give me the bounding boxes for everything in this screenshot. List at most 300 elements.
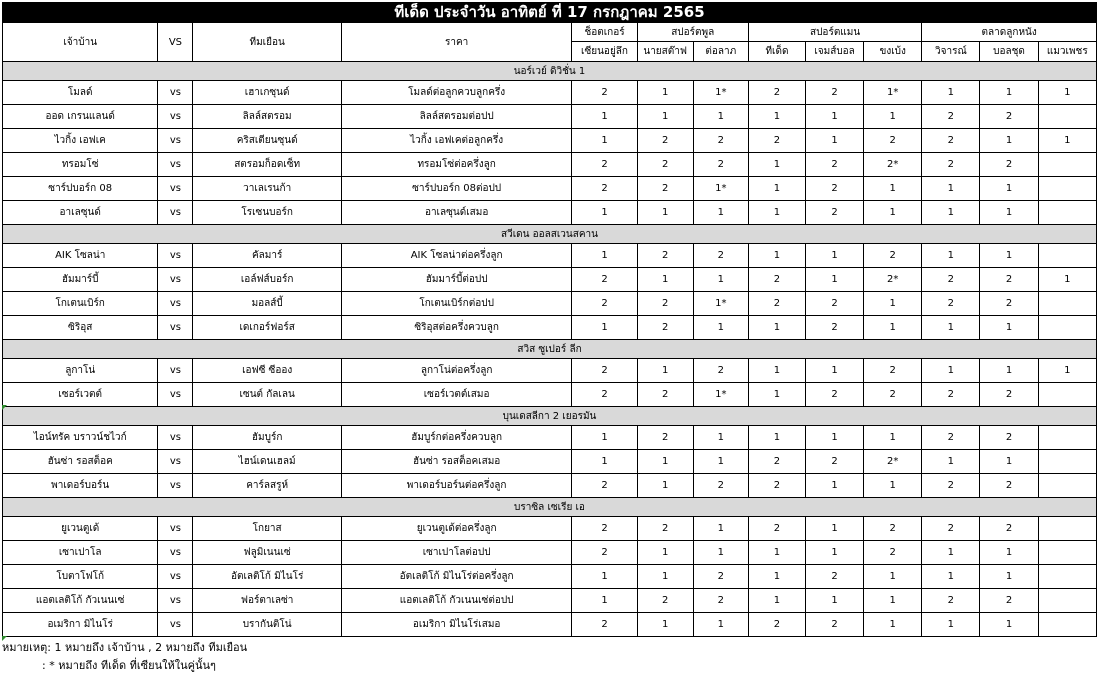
pick-cell: 1* — [693, 383, 748, 407]
pick-cell: 2 — [806, 316, 864, 340]
pick-cell: 2 — [572, 268, 637, 292]
cell-comment-marker — [2, 405, 7, 410]
vs-label: vs — [158, 517, 193, 541]
price-line: เซาเปาโลต่อปป — [341, 541, 572, 565]
pick-cell — [1038, 565, 1096, 589]
league-row — [3, 62, 1097, 81]
pick-cell: 2 — [748, 292, 805, 316]
pick-cell: 2 — [864, 517, 922, 541]
pick-cell: 1 — [980, 81, 1038, 105]
home-team: ออด เกรนแลนด์ — [3, 105, 158, 129]
league-row — [3, 498, 1097, 517]
pick-cell: 1 — [806, 359, 864, 383]
match-row — [3, 565, 1097, 589]
pick-cell: 2 — [637, 244, 693, 268]
pick-cell: 1* — [693, 177, 748, 201]
home-team: เซาเปาโล — [3, 541, 158, 565]
pick-cell: 2 — [864, 541, 922, 565]
header-sub-4: ทีเด็ด — [748, 42, 805, 62]
home-team: เซอร์เวตต์ — [3, 383, 158, 407]
pick-cell: 1 — [864, 292, 922, 316]
vs-label: vs — [158, 129, 193, 153]
pick-cell — [1038, 177, 1096, 201]
pick-cell: 1 — [637, 450, 693, 474]
pick-cell: 1 — [748, 426, 805, 450]
away-team: เดเกอร์ฟอร์ส — [193, 316, 341, 340]
pick-cell: 1 — [693, 613, 748, 637]
header-away: ทีมเยือน — [193, 23, 341, 62]
league-name: บุนเดสลีกา 2 เยอรมัน — [3, 407, 1097, 426]
note-line-2: : * หมายถึง ทีเด็ด ที่เซียนให้ในคู่นั้นๆ — [42, 659, 216, 672]
pick-cell: 1 — [806, 517, 864, 541]
pick-cell: 2 — [572, 613, 637, 637]
pick-cell: 1 — [572, 589, 637, 613]
match-row — [3, 541, 1097, 565]
pick-cell: 1 — [1038, 81, 1096, 105]
away-team: ฟอร์ตาเลซ่า — [193, 589, 341, 613]
price-line: ทรอมโซ่ต่อครึ่งลูก — [341, 153, 572, 177]
pick-cell: 1 — [922, 359, 980, 383]
pick-cell: 2 — [980, 153, 1038, 177]
pick-cell: 1 — [748, 201, 805, 225]
header-sub-2: นายสต๊าฟ — [637, 42, 693, 62]
price-line: ลิลล์สตรอมต่อปป — [341, 105, 572, 129]
pick-cell — [1038, 105, 1096, 129]
price-line: โกเตนเบิร์กต่อปป — [341, 292, 572, 316]
pick-cell — [1038, 426, 1096, 450]
home-team: ฮันซ่า รอสต็อค — [3, 450, 158, 474]
home-team: พาเดอร์บอร์น — [3, 474, 158, 498]
pick-cell: 1 — [748, 316, 805, 340]
price-line: อาเลซุนด์เสมอ — [341, 201, 572, 225]
pick-cell: 1 — [637, 201, 693, 225]
pick-cell: 1 — [637, 541, 693, 565]
match-row — [3, 316, 1097, 340]
home-team: ไอน์ทรัค บราวน์ชไวก์ — [3, 426, 158, 450]
pick-cell: 1 — [748, 177, 805, 201]
vs-label: vs — [158, 426, 193, 450]
pick-cell: 2 — [637, 316, 693, 340]
pick-cell: 2 — [980, 292, 1038, 316]
pick-cell — [1038, 541, 1096, 565]
pick-cell: 2 — [922, 292, 980, 316]
pick-cell: 2 — [864, 129, 922, 153]
pick-cell: 2 — [806, 613, 864, 637]
away-team: ลิลล์สตรอม — [193, 105, 341, 129]
price-line: ฮัมบูร์กต่อครึ่งควบลูก — [341, 426, 572, 450]
pick-cell: 1 — [693, 517, 748, 541]
match-row — [3, 474, 1097, 498]
pick-cell: 2 — [637, 589, 693, 613]
pick-cell: 2 — [693, 244, 748, 268]
pick-cell: 2 — [980, 268, 1038, 292]
match-row — [3, 383, 1097, 407]
pick-cell: 2 — [748, 450, 805, 474]
home-team: โมลด์ — [3, 81, 158, 105]
pick-cell: 2 — [748, 613, 805, 637]
pick-cell: 2 — [572, 153, 637, 177]
pick-cell: 2 — [637, 292, 693, 316]
pick-cell: 2 — [693, 565, 748, 589]
pick-cell: 2 — [806, 177, 864, 201]
pick-cell: 2 — [806, 81, 864, 105]
pick-cell: 2 — [864, 383, 922, 407]
pick-cell: 2 — [922, 383, 980, 407]
header-group-talad: ตลาดลูกหนัง — [922, 23, 1097, 42]
pick-cell: 2 — [572, 292, 637, 316]
vs-label: vs — [158, 359, 193, 383]
pick-cell: 1 — [637, 105, 693, 129]
pick-cell: 1 — [980, 541, 1038, 565]
header-vs: VS — [158, 23, 193, 62]
pick-cell: 2 — [693, 153, 748, 177]
pick-cell: 2 — [693, 474, 748, 498]
away-team: สตรอมก็อดเซ็ท — [193, 153, 341, 177]
vs-label: vs — [158, 153, 193, 177]
pick-cell: 1 — [806, 268, 864, 292]
pick-cell: 1 — [864, 105, 922, 129]
header-home: เจ้าบ้าน — [3, 23, 158, 62]
pick-cell: 1 — [1038, 268, 1096, 292]
league-row — [3, 340, 1097, 359]
match-row — [3, 201, 1097, 225]
away-team: คัลมาร์ — [193, 244, 341, 268]
pick-cell: 2 — [693, 359, 748, 383]
price-line: พาเดอร์บอร์นต่อครึ่งลูก — [341, 474, 572, 498]
pick-cell: 1 — [748, 541, 805, 565]
price-line: โมลด์ต่อลูกควบลูกครึ่ง — [341, 81, 572, 105]
pick-cell: 1 — [748, 383, 805, 407]
pick-cell: 1 — [980, 316, 1038, 340]
price-line: ฮันซ่า รอสต็อคเสมอ — [341, 450, 572, 474]
pick-cell: 1 — [572, 105, 637, 129]
pick-cell: 1 — [748, 565, 805, 589]
pick-cell: 1 — [922, 177, 980, 201]
home-team: ยูเวนตูเด้ — [3, 517, 158, 541]
pick-cell: 1 — [637, 613, 693, 637]
pick-cell: 1 — [922, 613, 980, 637]
away-team: คาร์ลสรูห์ — [193, 474, 341, 498]
price-line: ลูกาโน่ต่อครึ่งลูก — [341, 359, 572, 383]
home-team: ลูกาโน่ — [3, 359, 158, 383]
pick-cell: 2 — [922, 426, 980, 450]
pick-cell: 2 — [637, 383, 693, 407]
pick-cell: 1 — [748, 105, 805, 129]
pick-cell: 2 — [806, 450, 864, 474]
pick-cell: 1 — [748, 359, 805, 383]
away-team: มอลส์บี้ — [193, 292, 341, 316]
league-name: นอร์เวย์ ดิวิชั่น 1 — [3, 62, 1097, 81]
pick-cell: 1 — [806, 541, 864, 565]
pick-cell: 2 — [748, 474, 805, 498]
pick-cell: 1 — [693, 541, 748, 565]
pick-cell: 2 — [572, 474, 637, 498]
away-team: เฮาเกซุนด์ — [193, 81, 341, 105]
pick-cell: 1* — [693, 81, 748, 105]
price-line: เซอร์เวตต์เสมอ — [341, 383, 572, 407]
price-line: ฮัมมาร์บี้ต่อปป — [341, 268, 572, 292]
header-sub-6: ขงเบ้ง — [864, 42, 922, 62]
away-team: วาเลเรนก้า — [193, 177, 341, 201]
vs-label: vs — [158, 613, 193, 637]
pick-cell: 1 — [693, 316, 748, 340]
pick-cell: 2 — [922, 589, 980, 613]
pick-cell: 2 — [806, 153, 864, 177]
pick-cell: 1 — [1038, 129, 1096, 153]
vs-label: vs — [158, 201, 193, 225]
pick-cell: 1 — [980, 565, 1038, 589]
pick-cell: 1 — [922, 541, 980, 565]
match-row — [3, 105, 1097, 129]
header-group-shotker: ช็อตเกอร์ — [572, 23, 637, 42]
pick-cell: 1 — [637, 474, 693, 498]
league-name: บราซิล เซเรีย เอ — [3, 498, 1097, 517]
pick-cell: 1 — [693, 105, 748, 129]
pick-cell: 2 — [922, 129, 980, 153]
pick-cell: 2 — [572, 81, 637, 105]
away-team: อัตเลติโก้ มิไนโร่ — [193, 565, 341, 589]
pick-cell: 2 — [748, 81, 805, 105]
pick-cell: 1 — [572, 426, 637, 450]
pick-cell: 1 — [1038, 359, 1096, 383]
pick-cell: 1 — [864, 613, 922, 637]
pick-cell: 1 — [637, 359, 693, 383]
pick-cell: 2 — [806, 292, 864, 316]
vs-label: vs — [158, 383, 193, 407]
pick-cell: 1 — [693, 268, 748, 292]
match-row — [3, 81, 1097, 105]
home-team: AIK โซลน่า — [3, 244, 158, 268]
pick-cell: 1 — [572, 450, 637, 474]
match-row — [3, 177, 1097, 201]
pick-cell: 2 — [922, 474, 980, 498]
home-team: โกเตนเบิร์ก — [3, 292, 158, 316]
home-team: ซาร์ปบอร์ก 08 — [3, 177, 158, 201]
vs-label: vs — [158, 316, 193, 340]
pick-cell: 1 — [806, 474, 864, 498]
pick-cell: 1 — [864, 589, 922, 613]
pick-cell: 2* — [864, 268, 922, 292]
pick-cell: 2 — [806, 383, 864, 407]
pick-cell: 2 — [572, 517, 637, 541]
price-line: AIK โซลน่าต่อครึ่งลูก — [341, 244, 572, 268]
pick-cell: 1 — [572, 316, 637, 340]
header-group-sportpool: สปอร์ตพูล — [637, 23, 748, 42]
pick-cell: 2 — [637, 517, 693, 541]
vs-label: vs — [158, 244, 193, 268]
header-group-sportman: สปอร์ตแมน — [748, 23, 921, 42]
home-team: อเมริกา มิไนโร่ — [3, 613, 158, 637]
pick-cell: 2 — [922, 517, 980, 541]
vs-label: vs — [158, 177, 193, 201]
pick-cell: 1 — [572, 129, 637, 153]
pick-cell: 1 — [864, 316, 922, 340]
match-row — [3, 359, 1097, 383]
pick-cell: 1 — [806, 105, 864, 129]
pick-cell — [1038, 474, 1096, 498]
price-line: อัตเลติโก้ มิไนโร่ต่อครึ่งลูก — [341, 565, 572, 589]
pick-cell: 2* — [864, 153, 922, 177]
away-team: เอฟซี ซีออง — [193, 359, 341, 383]
pick-cell: 2 — [922, 268, 980, 292]
pick-cell: 1 — [922, 244, 980, 268]
pick-cell: 1 — [748, 153, 805, 177]
pick-cell: 1 — [806, 589, 864, 613]
pick-cell: 2 — [572, 541, 637, 565]
pick-cell: 1 — [572, 244, 637, 268]
tips-table — [2, 2, 1097, 637]
pick-cell: 2 — [980, 589, 1038, 613]
page-title: ทีเด็ด ประจำวัน อาทิตย์ ที่ 17 กรกฎาคม 2565 — [3, 3, 1097, 23]
pick-cell: 2 — [748, 268, 805, 292]
pick-cell: 1 — [806, 244, 864, 268]
away-team: เซนต์ กัลเลน — [193, 383, 341, 407]
league-row — [3, 407, 1097, 426]
pick-cell — [1038, 244, 1096, 268]
pick-cell — [1038, 613, 1096, 637]
pick-cell: 1 — [637, 565, 693, 589]
vs-label: vs — [158, 565, 193, 589]
pick-cell — [1038, 153, 1096, 177]
home-team: แอตเลติโก้ กัวเนนเซ่ — [3, 589, 158, 613]
home-team: ซิริอุส — [3, 316, 158, 340]
pick-cell: 1 — [922, 565, 980, 589]
away-team: โรเซนบอร์ก — [193, 201, 341, 225]
header-sub-5: เจมส์บอล — [806, 42, 864, 62]
pick-cell: 1 — [806, 426, 864, 450]
away-team: เอล์ฟส์บอร์ก — [193, 268, 341, 292]
pick-cell: 1 — [980, 613, 1038, 637]
pick-cell: 1 — [922, 316, 980, 340]
tips-sheet — [2, 2, 1097, 672]
pick-cell — [1038, 292, 1096, 316]
match-row — [3, 268, 1097, 292]
header-sub-7: วิจารณ์ — [922, 42, 980, 62]
pick-cell: 2 — [748, 517, 805, 541]
pick-cell: 1 — [980, 359, 1038, 383]
vs-label: vs — [158, 589, 193, 613]
match-row — [3, 244, 1097, 268]
pick-cell — [1038, 517, 1096, 541]
pick-cell: 1 — [980, 450, 1038, 474]
away-team: คริสเตียนซุนด์ — [193, 129, 341, 153]
pick-cell: 1 — [864, 426, 922, 450]
vs-label: vs — [158, 105, 193, 129]
pick-cell: 1 — [980, 177, 1038, 201]
pick-cell: 1 — [572, 201, 637, 225]
pick-cell: 2 — [637, 426, 693, 450]
pick-cell: 1 — [922, 201, 980, 225]
vs-label: vs — [158, 450, 193, 474]
pick-cell: 2 — [864, 359, 922, 383]
price-line: ซาร์ปบอร์ก 08ต่อปป — [341, 177, 572, 201]
vs-label: vs — [158, 474, 193, 498]
pick-cell: 2 — [572, 359, 637, 383]
header-sub-8: บอลชุด — [980, 42, 1038, 62]
away-team: บรากันติโน่ — [193, 613, 341, 637]
away-team: ฮัมบูร์ก — [193, 426, 341, 450]
pick-cell: 1 — [980, 201, 1038, 225]
pick-cell: 1 — [693, 450, 748, 474]
away-team: ไฮน์เดนเฮลม์ — [193, 450, 341, 474]
vs-label: vs — [158, 292, 193, 316]
pick-cell: 1 — [637, 81, 693, 105]
pick-cell: 2 — [637, 177, 693, 201]
pick-cell: 2 — [980, 383, 1038, 407]
away-team: ฟลูมิเนนเซ่ — [193, 541, 341, 565]
match-row — [3, 613, 1097, 637]
pick-cell — [1038, 450, 1096, 474]
pick-cell: 1* — [864, 81, 922, 105]
match-row — [3, 153, 1097, 177]
away-team: โกยาส — [193, 517, 341, 541]
match-row — [3, 589, 1097, 613]
price-line: ยูเวนตูเด้ต่อครึ่งลูก — [341, 517, 572, 541]
pick-cell: 1 — [748, 589, 805, 613]
match-row — [3, 450, 1097, 474]
home-team: ฮัมมาร์บี้ — [3, 268, 158, 292]
pick-cell: 2 — [922, 153, 980, 177]
pick-cell: 1 — [864, 201, 922, 225]
pick-cell: 2 — [748, 129, 805, 153]
pick-cell: 2 — [980, 426, 1038, 450]
price-line: ซิริอุสต่อครึ่งควบลูก — [341, 316, 572, 340]
pick-cell: 2 — [693, 589, 748, 613]
pick-cell: 2 — [806, 201, 864, 225]
match-row — [3, 129, 1097, 153]
pick-cell: 2 — [864, 244, 922, 268]
pick-cell: 2 — [980, 105, 1038, 129]
pick-cell: 1 — [864, 177, 922, 201]
vs-label: vs — [158, 541, 193, 565]
pick-cell — [1038, 589, 1096, 613]
pick-cell: 1 — [864, 474, 922, 498]
pick-cell: 1 — [922, 450, 980, 474]
pick-cell: 1 — [693, 426, 748, 450]
header-sub-9: แมวเพชร — [1038, 42, 1096, 62]
league-name: สวิส ซูเปอร์ ลีก — [3, 340, 1097, 359]
pick-cell: 1 — [864, 565, 922, 589]
header-sub-1: เซียนอยู่ลึก — [572, 42, 637, 62]
pick-cell: 2 — [693, 129, 748, 153]
pick-cell: 2 — [637, 153, 693, 177]
price-line: อเมริกา มิไนโร่เสมอ — [341, 613, 572, 637]
pick-cell: 2* — [864, 450, 922, 474]
home-team: อาเลซุนด์ — [3, 201, 158, 225]
pick-cell: 1 — [748, 244, 805, 268]
price-line: ไวกิ้ง เอฟเคต่อลูกครึ่ง — [341, 129, 572, 153]
pick-cell: 1 — [980, 244, 1038, 268]
header-sub-3: ต่อลาภ — [693, 42, 748, 62]
pick-cell — [1038, 383, 1096, 407]
home-team: ไวกิ้ง เอฟเค — [3, 129, 158, 153]
league-row — [3, 225, 1097, 244]
pick-cell: 2 — [637, 129, 693, 153]
pick-cell: 2 — [980, 517, 1038, 541]
vs-label: vs — [158, 81, 193, 105]
price-line: แอตเลติโก้ กัวเนนเซ่ต่อปป — [341, 589, 572, 613]
pick-cell: 1 — [637, 268, 693, 292]
pick-cell: 1 — [806, 129, 864, 153]
pick-cell: 2 — [922, 105, 980, 129]
pick-cell: 2 — [980, 474, 1038, 498]
home-team: โบตาโฟโก้ — [3, 565, 158, 589]
pick-cell: 1* — [693, 292, 748, 316]
pick-cell: 2 — [806, 565, 864, 589]
note-line-1: หมายเหตุ: 1 หมายถึง เจ้าบ้าน , 2 หมายถึง ทีมเยือน — [2, 641, 248, 654]
pick-cell: 1 — [980, 129, 1038, 153]
match-row — [3, 517, 1097, 541]
